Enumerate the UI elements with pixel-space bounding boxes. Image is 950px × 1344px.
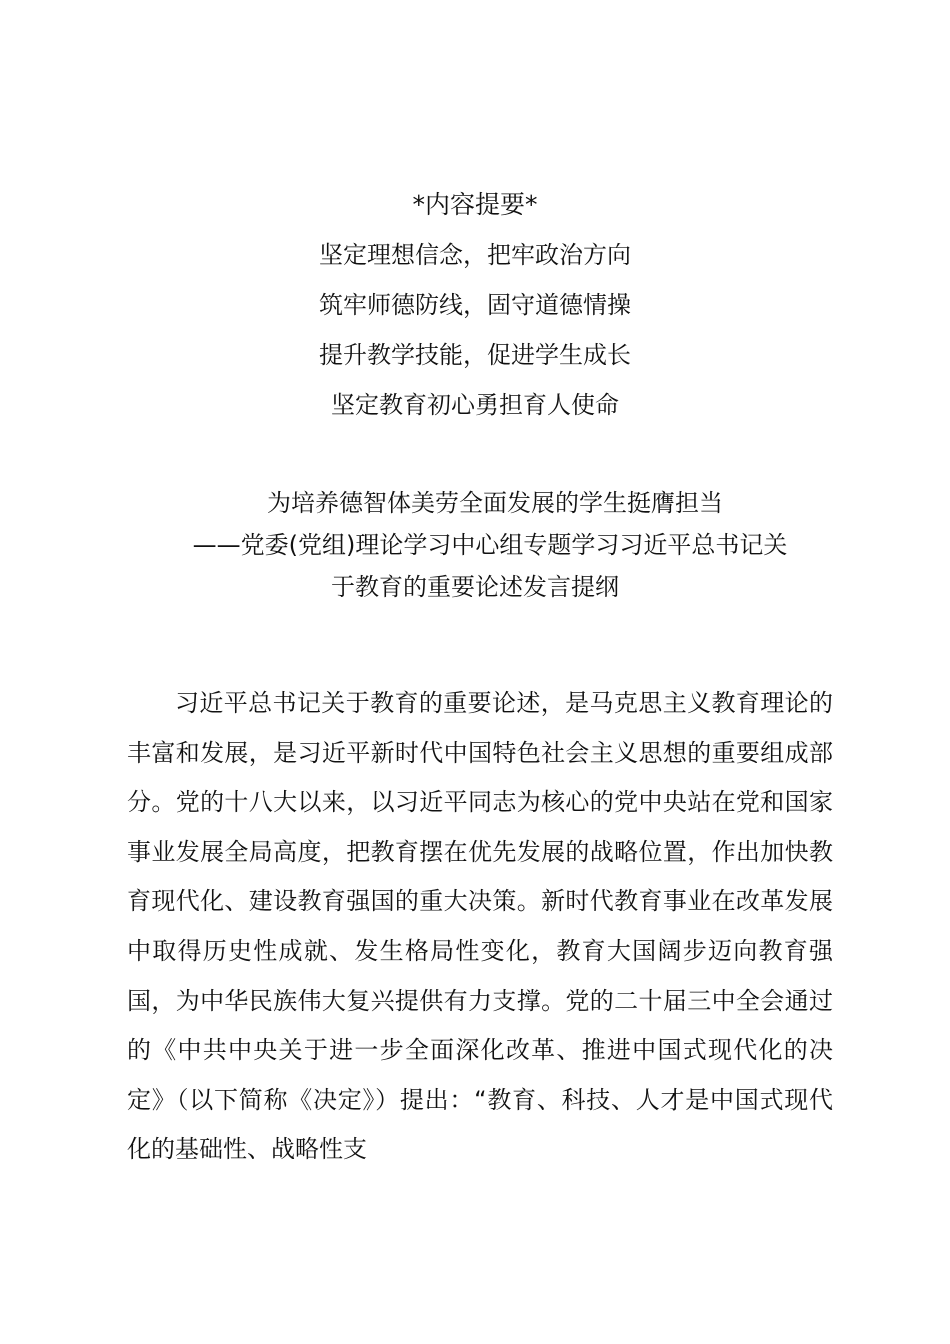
main-title: 为培养德智体美劳全面发展的学生挺膺担当 <box>267 489 723 517</box>
summary-heading: *内容提要* <box>412 190 538 219</box>
subtitle-line-2: 于教育的重要论述发言提纲 <box>331 573 619 601</box>
summary-item-2: 筑牢师德防线，固守道德情操 <box>319 291 631 319</box>
summary-section <box>0 180 950 430</box>
body-paragraph: 习近平总书记关于教育的重要论述，是马克思主义教育理论的丰富和发展，是习近平新时代中国特色社会主义思想的重要组成部分。党的十八大以来，以习近平同志为核心的党中央站在党和国家事业发展全局高度，把教育摆在优先发展的战略位置，作出加快教育现代化、建设教育强国的重大决策。新时代教育事业在改革发展中取得历史性成就、发生格局性变化，教育大国阔步迈向教育强国，为中华民族伟大复兴提供有力支撑。党的二十届三中全会通过的《中共中央关于进一步全面深化改革、推进中国式现代化的决定》（以下简称《决定》）提出：“教育、科技、人才是中国式现代化的基础性、战略性支 <box>127 689 833 1164</box>
subtitle-line-1: ——党委(党组)理论学习中心组专题学习习近平总书记关 <box>192 531 788 559</box>
title-block <box>0 482 950 608</box>
summary-item-4: 坚定教育初心勇担育人使命 <box>331 391 619 419</box>
summary-item-3: 提升教学技能，促进学生成长 <box>319 341 631 369</box>
summary-item-1: 坚定理想信念，把牢政治方向 <box>319 241 631 269</box>
